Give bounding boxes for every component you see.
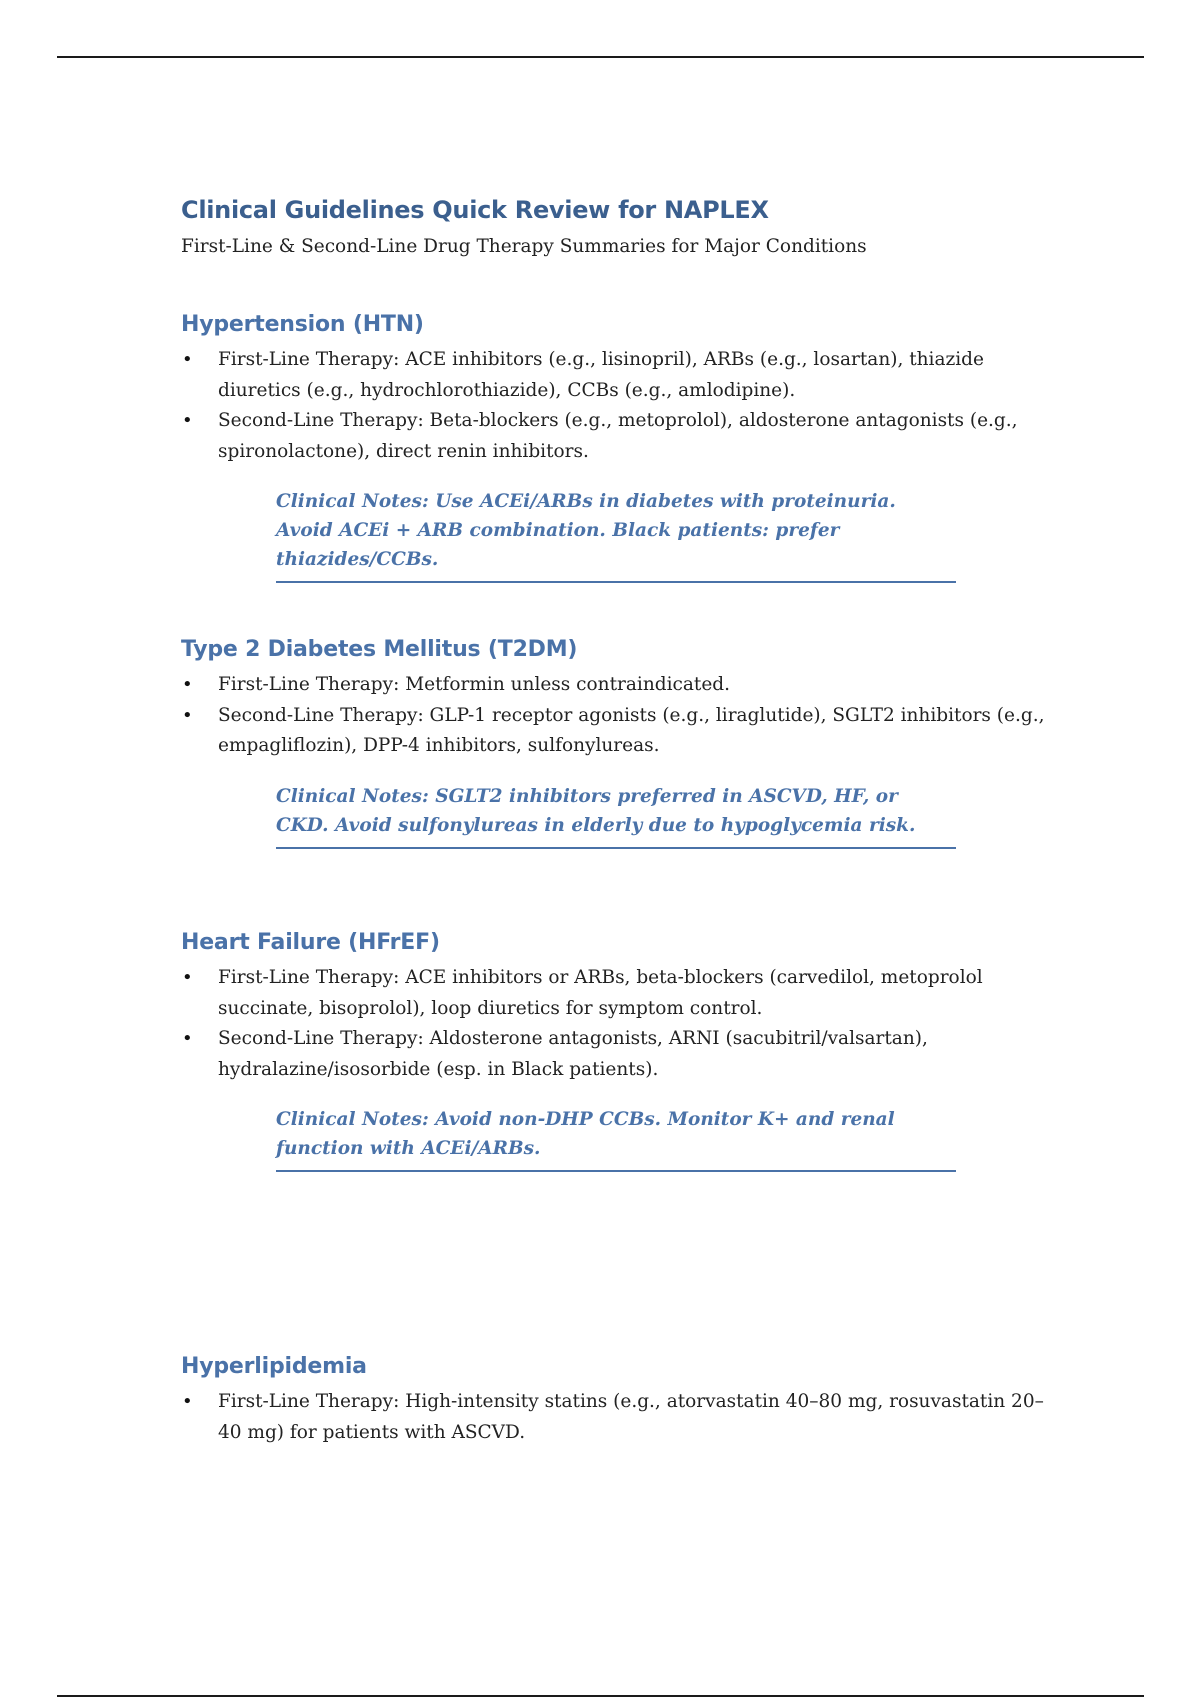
bullet-first-line: • First-Line Therapy: High-intensity statins (e.g., atorvastatin 40–80 mg, rosuvastatin 20–40 mg) for patients with ASCVD. xyxy=(181,1387,1061,1448)
bullet-first-line: • First-Line Therapy: ACE inhibitors (e.g., lisinopril), ARBs (e.g., losartan), thiazide diuretics (e.g., hydrochlorothiazide), CCBs (e.g., amlodipine). xyxy=(181,345,1061,406)
bullet-first-line: • First-Line Therapy: ACE inhibitors or ARBs, beta-blockers (carvedilol, metoprolol succinate, bisoprolol), loop diuretics for symptom control. xyxy=(181,963,1061,1024)
section-hyperlipidemia xyxy=(181,1354,1061,1448)
bullet-second-line: • Second-Line Therapy: Aldosterone antagonists, ARNI (sacubitril/valsartan), hydralazine/isosorbide (esp. in Black patients). xyxy=(181,1024,1061,1085)
clinical-note: Clinical Notes: Avoid non-DHP CCBs. Monitor K+ and renal function with ACEi/ARBs. xyxy=(276,1105,956,1172)
clinical-note: Clinical Notes: Use ACEi/ARBs in diabetes with proteinuria. Avoid ACEi + ARB combination. Black patients: prefer thiazides/CCBs. xyxy=(276,487,956,583)
section-heading: Heart Failure (HFrEF) xyxy=(181,930,440,955)
bullet-list xyxy=(181,963,1061,1085)
section-heart-failure xyxy=(181,930,1061,1172)
section-hypertension xyxy=(181,312,1061,583)
page-subtitle: First-Line & Second-Line Drug Therapy Summaries for Major Conditions xyxy=(181,236,867,257)
section-type-2-diabetes xyxy=(181,637,1061,849)
section-heading: Hyperlipidemia xyxy=(181,1354,367,1379)
clinical-note: Clinical Notes: SGLT2 inhibitors preferred in ASCVD, HF, or CKD. Avoid sulfonylureas in elderly due to hypoglycemia risk. xyxy=(276,782,956,849)
bullet-list xyxy=(181,670,1061,762)
header-rule xyxy=(57,56,1144,58)
bullet-first-line: • First-Line Therapy: Metformin unless contraindicated. xyxy=(181,670,1061,701)
footer-rule xyxy=(57,1695,1144,1697)
bullet-list xyxy=(181,345,1061,467)
bullet-second-line: • Second-Line Therapy: GLP-1 receptor agonists (e.g., liraglutide), SGLT2 inhibitors (e.g., empagliflozin), DPP-4 inhibitors, sulfonylureas. xyxy=(181,701,1061,762)
section-heading: Type 2 Diabetes Mellitus (T2DM) xyxy=(181,637,578,662)
bullet-list xyxy=(181,1387,1061,1448)
page-title: Clinical Guidelines Quick Review for NAPLEX xyxy=(181,196,769,224)
bullet-second-line: • Second-Line Therapy: Beta-blockers (e.g., metoprolol), aldosterone antagonists (e.g., spironolactone), direct renin inhibitors. xyxy=(181,406,1061,467)
section-heading: Hypertension (HTN) xyxy=(181,312,424,337)
